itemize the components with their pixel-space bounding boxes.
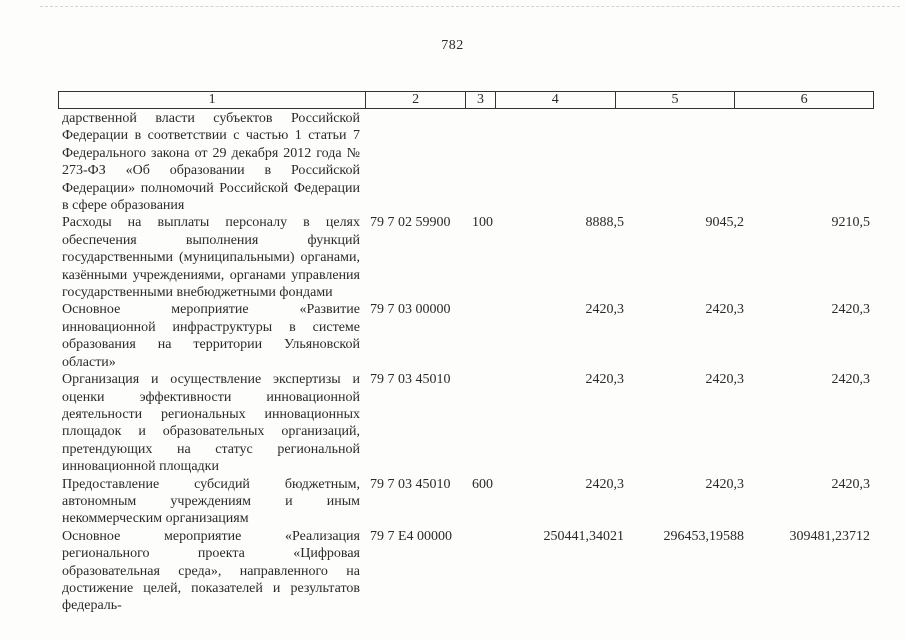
row-value-6: 309481,23712 <box>789 528 870 544</box>
table-row <box>62 110 874 214</box>
table-body <box>62 110 874 615</box>
row-expense-type: 100 <box>472 215 493 231</box>
table-row <box>62 371 874 475</box>
table-row <box>62 528 874 615</box>
row-value-5: 2420,3 <box>705 302 744 318</box>
row-value-4: 2420,3 <box>585 476 624 492</box>
row-value-4: 2420,3 <box>585 302 624 318</box>
row-description: дарственной власти субъектов Российской Федерации в соответствии с частью 1 статьи 7 Федерального закона от 29 декабря 2012 года № 273-ФЗ «Об образовании в Российской Федерации» полномочий Российской Федерации в сфере образования <box>62 111 360 214</box>
row-value-5: 296453,19588 <box>663 528 744 544</box>
table-row <box>62 301 874 371</box>
table-row <box>62 214 874 301</box>
header-col-1: 1 <box>59 92 366 108</box>
header-col-5: 5 <box>616 92 736 108</box>
row-value-5: 2420,3 <box>705 372 744 388</box>
row-code: 79 7 02 59900 <box>370 215 451 231</box>
row-description: Основное мероприятие «Развитие инновационной инфраструктуры в системе образования на территории Ульяновской области» <box>62 302 360 370</box>
row-code: 79 7 03 00000 <box>370 302 451 318</box>
row-description: Расходы на выплаты персоналу в целях обеспечения выполнения функций государственными (муниципальными) органами, казёнными учреждениями, органами управления государственными внебюджетными фондами <box>62 215 360 301</box>
row-value-5: 9045,2 <box>705 215 744 231</box>
row-value-6: 2420,3 <box>831 372 870 388</box>
header-col-3: 3 <box>466 92 496 108</box>
row-value-5: 2420,3 <box>705 476 744 492</box>
row-description: Организация и осуществление экспертизы и оценки эффективности инновационной деятельности региональных инновационных площадок и образовательных организаций, претендующих на статус региональной инновационной площадки <box>62 372 360 475</box>
row-value-6: 9210,5 <box>831 215 870 231</box>
row-value-4: 8888,5 <box>585 215 624 231</box>
row-expense-type: 600 <box>472 476 493 492</box>
row-value-6: 2420,3 <box>831 476 870 492</box>
header-col-6: 6 <box>800 92 808 107</box>
table-row <box>62 476 874 528</box>
page-number: 782 <box>441 38 464 53</box>
row-description: Предоставление субсидий бюджетным, автономным учреждениям и иным некоммерческим организациям <box>62 476 360 527</box>
row-code: 79 7 E4 00000 <box>370 528 453 544</box>
row-value-6: 2420,3 <box>831 302 870 318</box>
row-value-4: 2420,3 <box>585 372 624 388</box>
table-header <box>58 91 874 109</box>
row-code: 79 7 03 45010 <box>370 476 451 492</box>
header-col-2: 2 <box>366 92 466 108</box>
scan-edge-noise <box>40 6 900 8</box>
row-description: Основное мероприятие «Реализация регионального проекта «Цифровая образовательная среда», направленного на достижение целей, показателей и результатов федераль- <box>62 528 360 614</box>
row-code: 79 7 03 45010 <box>370 372 451 388</box>
header-col-4: 4 <box>496 92 616 108</box>
row-value-4: 250441,34021 <box>543 528 624 544</box>
